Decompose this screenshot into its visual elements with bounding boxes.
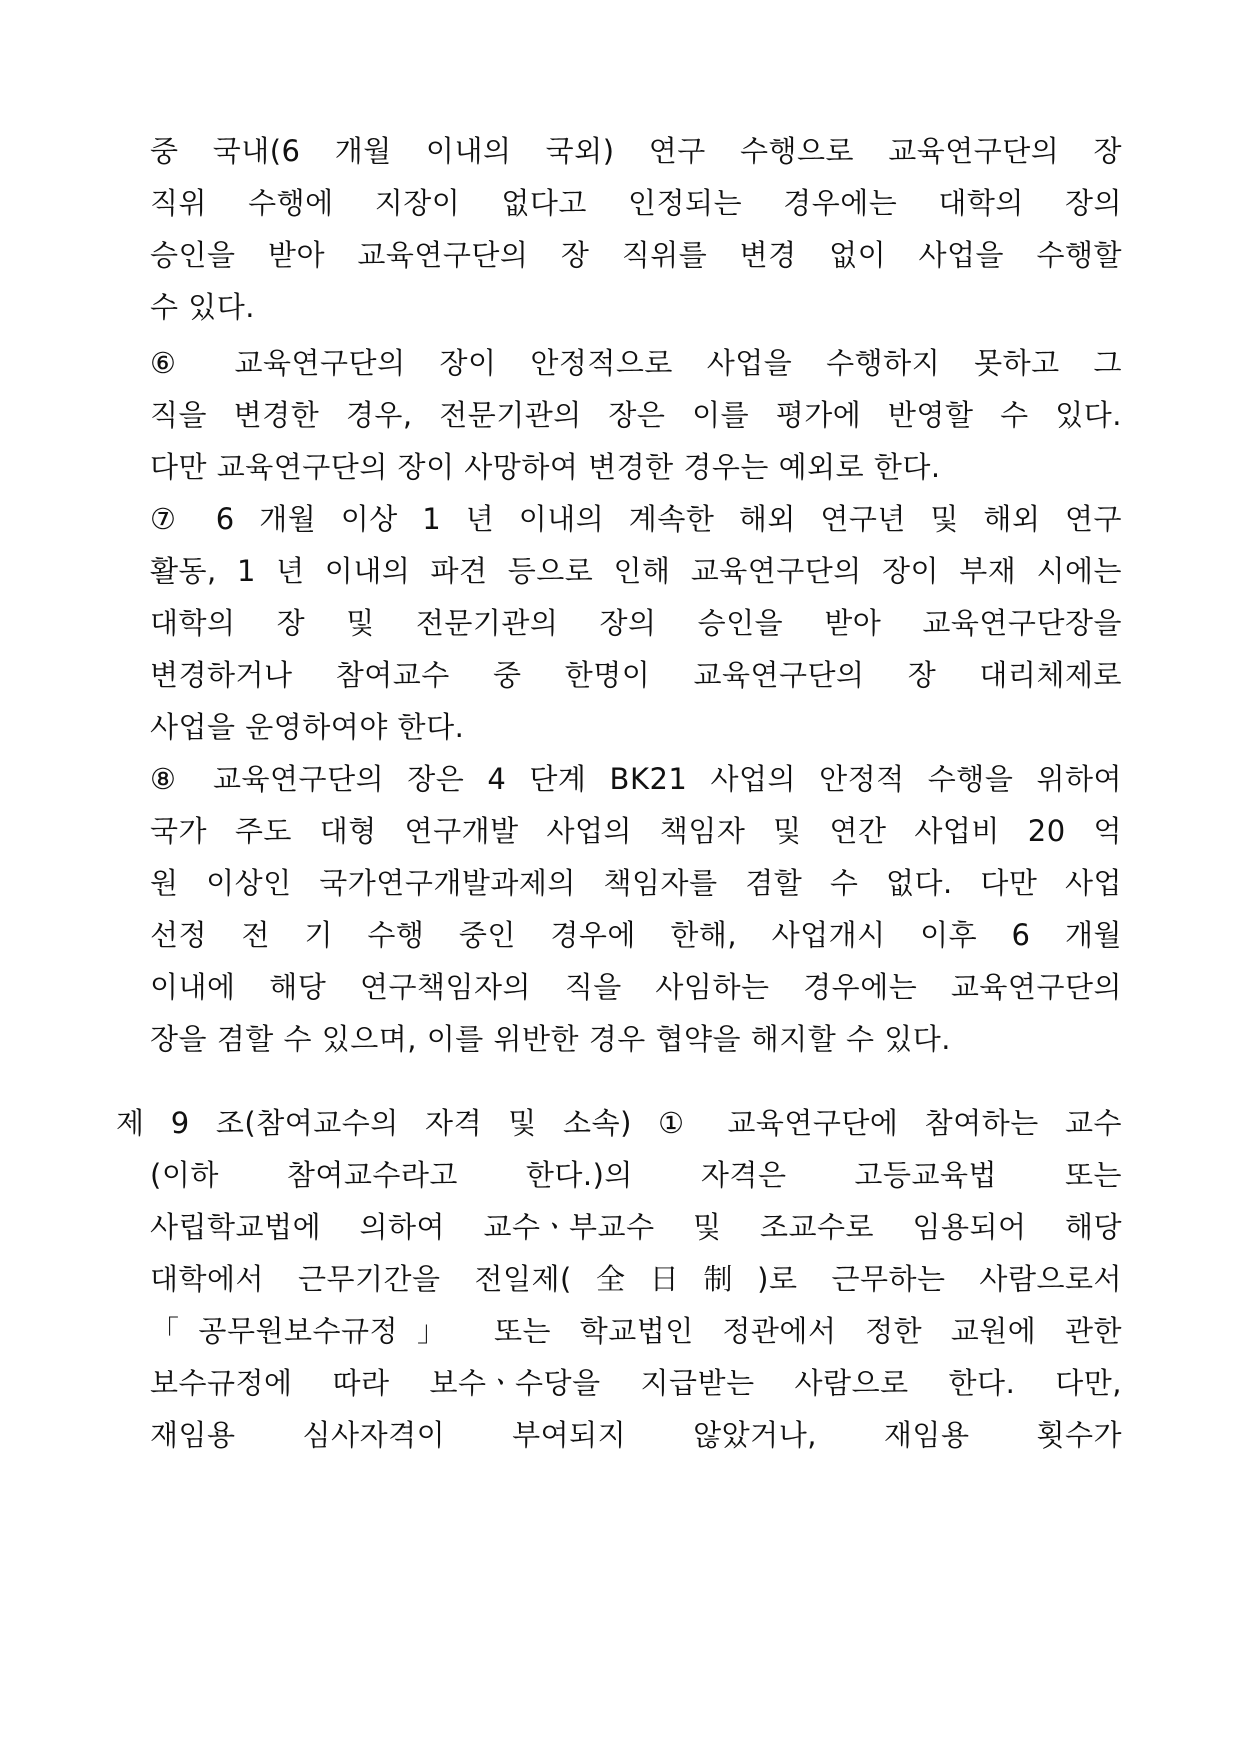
text-line: 이내에 해당 연구책임자의 직을 사임하는 경우에는 교육연구단의 <box>150 970 1122 1004</box>
article-9-heading-line: 제 9 조(참여교수의 자격 및 소속) ① 교육연구단에 참여하는 교수 <box>116 1106 1122 1140</box>
text-line: 수 있다. <box>150 290 255 324</box>
text-line: (이하 참여교수라고 한다.)의 자격은 고등교육법 또는 <box>150 1158 1122 1192</box>
text-line: 대학에서 근무기간을 전일제(全日制)로 근무하는 사람으로서 <box>150 1262 1122 1296</box>
text-line: 「공무원보수규정」 또는 학교법인 정관에서 정한 교원에 관한 <box>150 1314 1122 1348</box>
text-line: 중 국내(6 개월 이내의 국외) 연구 수행으로 교육연구단의 장 <box>150 134 1122 168</box>
text-line: 직을 변경한 경우, 전문기관의 장은 이를 평가에 반영할 수 있다. <box>150 398 1122 432</box>
text-line: 국가 주도 대형 연구개발 사업의 책임자 및 연간 사업비 20 억 <box>150 814 1122 848</box>
text-line: 원 이상인 국가연구개발과제의 책임자를 겸할 수 없다. 다만 사업 <box>150 866 1122 900</box>
text-line: 대학의 장 및 전문기관의 장의 승인을 받아 교육연구단장을 <box>150 606 1122 640</box>
text-line: 활동, 1 년 이내의 파견 등으로 인해 교육연구단의 장이 부재 시에는 <box>150 554 1122 588</box>
text-line: 다만 교육연구단의 장이 사망하여 변경한 경우는 예외로 한다. <box>150 450 941 484</box>
paragraph-8-line: ⑧ 교육연구단의 장은 4 단계 BK21 사업의 안정적 수행을 위하여 <box>150 762 1122 796</box>
text-line: 승인을 받아 교육연구단의 장 직위를 변경 없이 사업을 수행할 <box>150 238 1122 272</box>
text-line: 직위 수행에 지장이 없다고 인정되는 경우에는 대학의 장의 <box>150 186 1122 220</box>
text-line: 재임용 심사자격이 부여되지 않았거나, 재임용 횟수가 <box>150 1418 1122 1452</box>
text-line: 보수규정에 따라 보수ㆍ수당을 지급받는 사람으로 한다. 다만, <box>150 1366 1122 1400</box>
text-line: 선정 전 기 수행 중인 경우에 한해, 사업개시 이후 6 개월 <box>150 918 1122 952</box>
text-line: 사업을 운영하여야 한다. <box>150 710 465 744</box>
paragraph-7-line: ⑦ 6 개월 이상 1 년 이내의 계속한 해외 연구년 및 해외 연구 <box>150 502 1122 536</box>
text-line: 사립학교법에 의하여 교수ㆍ부교수 및 조교수로 임용되어 해당 <box>150 1210 1122 1244</box>
text-line: 변경하거나 참여교수 중 한명이 교육연구단의 장 대리체제로 <box>150 658 1122 692</box>
paragraph-6-line: ⑥ 교육연구단의 장이 안정적으로 사업을 수행하지 못하고 그 <box>150 346 1122 380</box>
text-line: 장을 겸할 수 있으며, 이를 위반한 경우 협약을 해지할 수 있다. <box>150 1022 951 1056</box>
